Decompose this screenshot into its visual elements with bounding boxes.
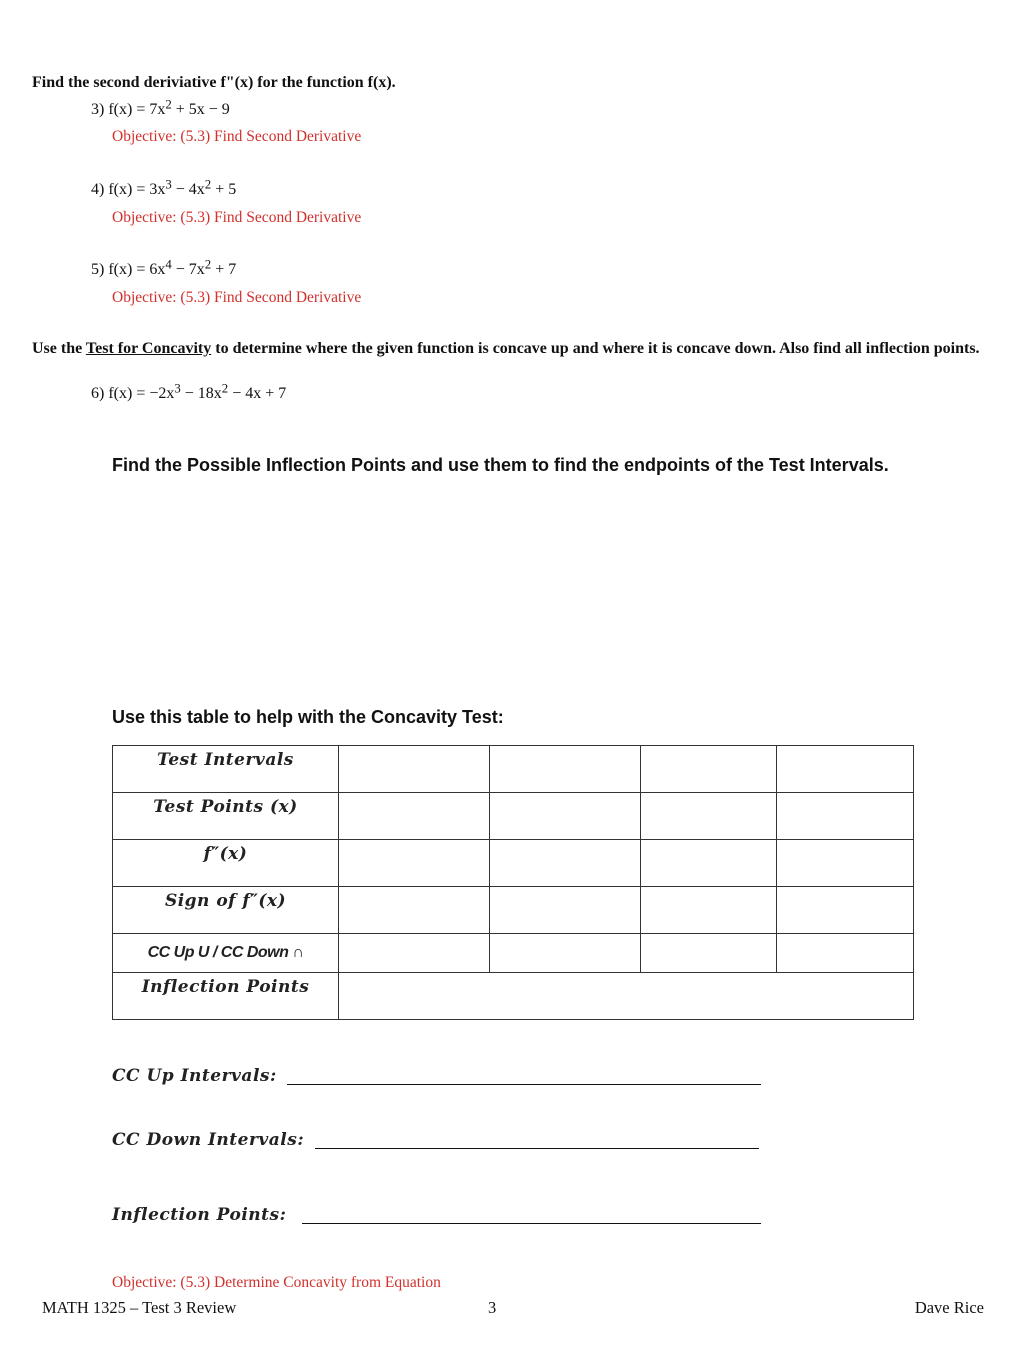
cc-up-answer-line[interactable] (287, 1084, 761, 1085)
table-row (113, 840, 914, 887)
table-row (113, 934, 914, 973)
row-label-test-points: Test Points (x) (113, 793, 339, 840)
table-cell[interactable] (641, 746, 777, 793)
table-cell[interactable] (777, 934, 914, 973)
table-cell[interactable] (490, 793, 641, 840)
table-cell[interactable] (339, 746, 490, 793)
problem-6 (91, 381, 287, 403)
row-label-second-derivative: f″(x) (113, 840, 339, 887)
problem-expression: $f(x) = -2x^3 - 18x^2 - 4x + 7$ (108, 381, 287, 402)
inflection-answer-line[interactable] (302, 1223, 761, 1224)
problem-6-objective: Objective: (5.3) Determine Concavity from Equation (112, 1274, 441, 1291)
table-cell[interactable] (339, 793, 490, 840)
problem-4 (91, 177, 237, 199)
problem-3-objective: Objective: (5.3) Find Second Derivative (112, 128, 362, 145)
table-cell[interactable] (641, 887, 777, 934)
inflection-heading: Find the Possible Inflection Points and use them to find the endpoints of the Test Intervals. (112, 455, 889, 475)
table-cell[interactable] (777, 746, 914, 793)
cc-up-label: CC Up Intervals: (112, 1066, 277, 1086)
problem-number: 3) (91, 101, 105, 118)
footer-course: MATH 1325 – Test 3 Review (42, 1298, 237, 1317)
table-cell[interactable] (339, 840, 490, 887)
problem-expression: $f(x) = 3x^3 - 4x^2 + 5$ (108, 177, 237, 198)
table-row (113, 793, 914, 840)
table-row (113, 887, 914, 934)
table-cell[interactable] (490, 887, 641, 934)
table-row (113, 746, 914, 793)
section1-instruction: Find the second deriviative f"(x) for the function f(x). (32, 74, 396, 91)
row-label-sign: Sign of f″(x) (113, 887, 339, 934)
table-cell[interactable] (339, 887, 490, 934)
table-cell[interactable] (490, 840, 641, 887)
concavity-table (112, 745, 914, 1020)
problem-5-objective: Objective: (5.3) Find Second Derivative (112, 289, 362, 306)
footer-author: Dave Rice (914, 1298, 984, 1317)
problem-4-objective: Objective: (5.3) Find Second Derivative (112, 209, 362, 226)
table-cell[interactable] (777, 887, 914, 934)
table-cell[interactable] (490, 746, 641, 793)
table-cell[interactable] (641, 793, 777, 840)
table-heading: Use this table to help with the Concavity Test: (112, 707, 504, 727)
footer-page-number: 3 (488, 1298, 497, 1317)
table-cell[interactable] (641, 840, 777, 887)
problem-number: 4) (91, 181, 105, 198)
table-cell[interactable] (777, 840, 914, 887)
problem-expression: $f(x) = 7x^2 + 5x - 9$ (108, 97, 230, 118)
problem-number: 6) (91, 385, 105, 402)
table-cell[interactable] (490, 934, 641, 973)
table-cell-merged[interactable] (339, 973, 914, 1020)
problem-3 (91, 97, 230, 119)
problem-5 (91, 257, 237, 279)
problem-expression: $f(x) = 6x^4 - 7x^2 + 7$ (108, 257, 237, 278)
test-for-concavity-link: Test for Concavity (85, 340, 212, 357)
row-label-cc-up-down: CC Up U / CC Down ∩ (113, 934, 339, 973)
table-cell[interactable] (339, 934, 490, 973)
table-cell[interactable] (777, 793, 914, 840)
cc-down-label: CC Down Intervals: (112, 1130, 305, 1150)
table-cell[interactable] (641, 934, 777, 973)
row-label-test-intervals: Test Intervals (113, 746, 339, 793)
section2-instruction: Use the Test for Concavity to determine where the given function is concave up and where it is concave down. Also find all inflection points. (32, 340, 980, 357)
table-row (113, 973, 914, 1020)
cc-down-answer-line[interactable] (315, 1148, 759, 1149)
row-label-inflection-points: Inflection Points (113, 973, 339, 1020)
inflection-points-label: Inflection Points: (112, 1205, 287, 1225)
problem-number: 5) (91, 261, 105, 278)
